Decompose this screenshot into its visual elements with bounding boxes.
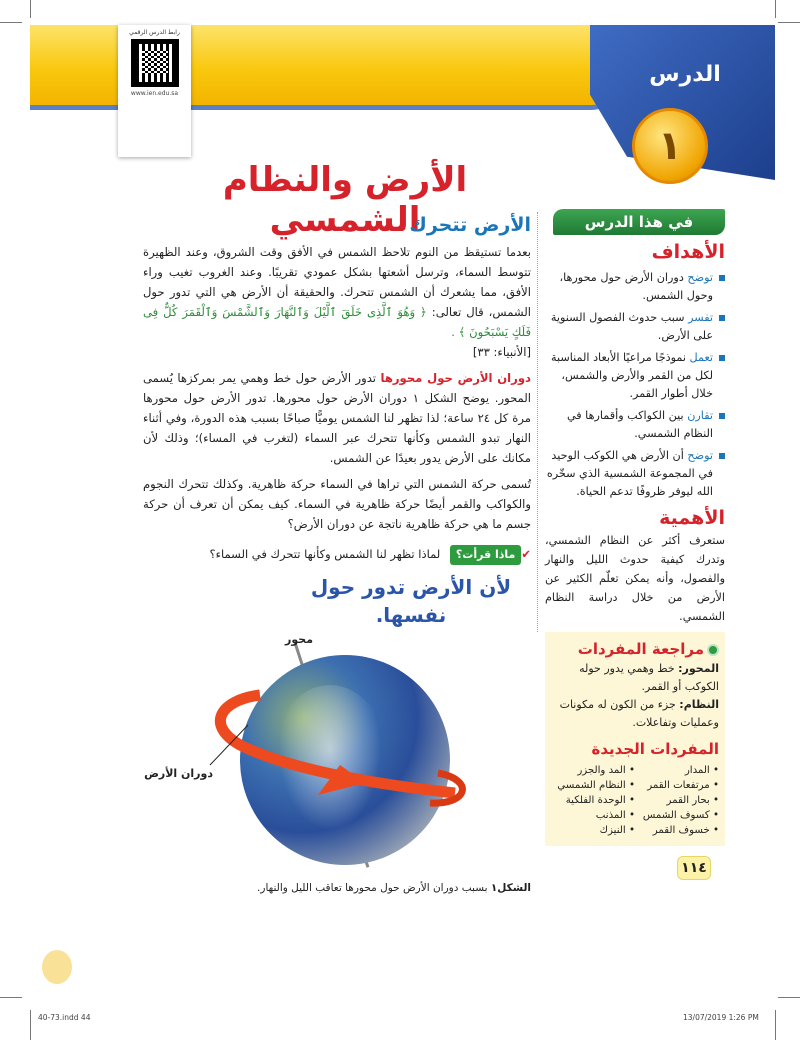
importance-text: ستعرف أكثر عن النظام الشمسي، وتدرك كيفية حدوث الليل والنهار والفصول، وأنه يمكن تعلّم الكثير عن الأرض من خلال دراسة النظام الشمسي.	[545, 534, 725, 623]
quran-verse: ﴿ وَهُوَ ٱلَّذِى خَلَقَ ٱلَّيْلَ وَٱلنَّهَارَ وَٱلشَّمْسَ وَٱلْقَمَرَ كُلٌّ فِى فَلَكٍ يَسْبَحُونَ ﴾ .	[143, 305, 531, 339]
goal-item: توضح دوران الأرض حول محورها، وحول الشمس.	[545, 269, 725, 305]
main-column	[143, 212, 531, 897]
new-vocab-list	[551, 763, 719, 838]
sidebar	[545, 209, 725, 880]
goals-list	[545, 269, 725, 501]
intro-text: بعدما تستيقظ من النوم تلاحظ الشمس في الأفق وقت الشروق، وعند الظهيرة تتوسط السماء، وترسل أشعتها بشكل عمودي تقريبًا. وعند الغروب تغيب وراء الأفق، مما يشعرك أن الشمس تتحرك. والحقيقة أن الأرض هي التي تدور حول الشمس،	[143, 245, 531, 319]
what-read-question	[143, 544, 531, 565]
new-vocab-heading: المفردات الجديدة	[591, 740, 719, 758]
checkmark-icon: ✔	[521, 547, 531, 561]
vocab-item: • مرتفعات القمر	[647, 780, 719, 791]
vocab-item: • الوحدة الفلكية	[565, 795, 635, 806]
qr-code-box[interactable]	[118, 25, 191, 157]
vocab-item: • المدار	[684, 765, 719, 776]
slug-date: 13/07/2019 1:26 PM	[683, 1013, 759, 1022]
goal-item: توضح أن الأرض هي الكوكب الوحيد في المجموعة الشمسية الذي سخّره الله ليوفر ظروفًا تدعم الحياة.	[545, 447, 725, 501]
vocabulary-box	[545, 632, 725, 846]
vocab-item: • بحار القمر	[666, 795, 719, 806]
rotation-label: دوران الأرض	[144, 767, 213, 780]
vocab-item: • المد والجزر	[577, 765, 635, 776]
handwritten-answer: لأن الأرض تدور حول نفسها.	[310, 575, 512, 627]
crop-mark	[778, 997, 800, 998]
question-text: لماذا تظهر لنا الشمس وكأنها تتحرك في السماء؟	[209, 547, 441, 561]
qr-url: www.ien.edu.sa	[130, 90, 179, 97]
goal-item: تفسر سبب حدوث الفصول السنوية على الأرض.	[545, 309, 725, 345]
publisher-logo-icon	[42, 950, 72, 984]
review-heading: مراجعة المفردات	[551, 638, 719, 660]
vocab-item: • كسوف الشمس	[642, 810, 719, 821]
rotation-paragraph	[143, 368, 531, 468]
axis-label: محور	[285, 633, 313, 646]
figure-caption-text: بسبب دوران الأرض حول محورها تعاقب الليل والنهار.	[257, 882, 488, 894]
intro-paragraph	[143, 242, 531, 362]
page-number: ١١٤	[677, 856, 711, 880]
crop-mark	[0, 22, 22, 23]
quran-reference: [الأنبياء: ٣٣]	[472, 345, 531, 359]
vocab-item: • النيزك	[599, 825, 635, 836]
vocab-item: • المذنب	[595, 810, 635, 821]
figure-caption	[221, 879, 531, 897]
vocab-item: • خسوف القمر	[652, 825, 719, 836]
figure-caption-label: الشكل١	[490, 882, 531, 894]
crop-mark	[775, 1010, 776, 1040]
section-heading: الأرض تتحرك	[409, 214, 531, 236]
quran-prefix: قال تعالى:	[426, 305, 484, 319]
lesson-number-badge: ١	[632, 108, 708, 184]
goals-heading: الأهداف	[651, 241, 725, 263]
earth-rotation-figure	[143, 633, 531, 873]
qr-code-icon	[131, 39, 179, 87]
goal-item: تعمل نموذجًا مراعيًا الأبعاد المناسبة لكل من القمر والأرض والشمس، خلال أطوار القمر.	[545, 349, 725, 403]
review-term: المحور: خط وهمي يدور حوله الكوكب أو القمر.	[579, 662, 719, 693]
qr-caption: رابط الدرس الرقمي	[129, 29, 180, 36]
review-term: النظام: جزء من الكون له مكونات وعمليات وتفاعلات.	[559, 698, 719, 729]
what-read-badge: ماذا قرأت؟	[450, 545, 521, 565]
page-title: الأرض والنظام الشمسي	[222, 160, 468, 240]
in-this-lesson-tab: في هذا الدرس	[553, 209, 725, 235]
review-icon	[707, 644, 719, 656]
rotation-text: تدور الأرض حول خط وهمي يمر بمركزها يُسمى المحور. يوضح الشكل ١ دوران الأرض حول محورها. تدور الأرض حول محورها مرة كل ٢٤ ساعة؛ لذا تظهر لنا الشمس يوميًّا صباحًا بسبب هذه الدورة، وفي أثناء النهار تبدو الشمس وكأنها تتحرك عبر السماء (لتغرب في المساء)؛ وذلك لأن مكانك على الأرض يدور بعيدًا عن الشمس.	[143, 371, 532, 465]
apparent-motion-paragraph: تُسمى حركة الشمس التي تراها في السماء حركة ظاهرية. وكذلك تتحرك النجوم والكواكب والقمر أيضًا حركة ظاهرية في السماء. كيف يمكن أن تعرف أن حركة جسم ما هي حركة ظاهرية ناتجة عن دوران الأرض؟	[143, 477, 531, 531]
rotation-heading: دوران الأرض حول محورها	[380, 371, 531, 385]
crop-mark	[775, 0, 776, 18]
crop-mark	[0, 997, 22, 998]
rotation-arrow-icon	[200, 665, 470, 825]
column-divider	[537, 212, 538, 632]
crop-mark	[30, 0, 31, 18]
crop-mark	[30, 1010, 31, 1040]
vocab-item: • النظام الشمسي	[557, 780, 635, 791]
crop-mark	[778, 22, 800, 23]
importance-heading: الأهمية	[659, 507, 725, 529]
slug-file: 40-73.indd 44	[38, 1013, 91, 1022]
lesson-label: الدرس	[649, 62, 721, 87]
goal-item: تقارن بين الكواكب وأقمارها في النظام الشمسي.	[545, 407, 725, 443]
